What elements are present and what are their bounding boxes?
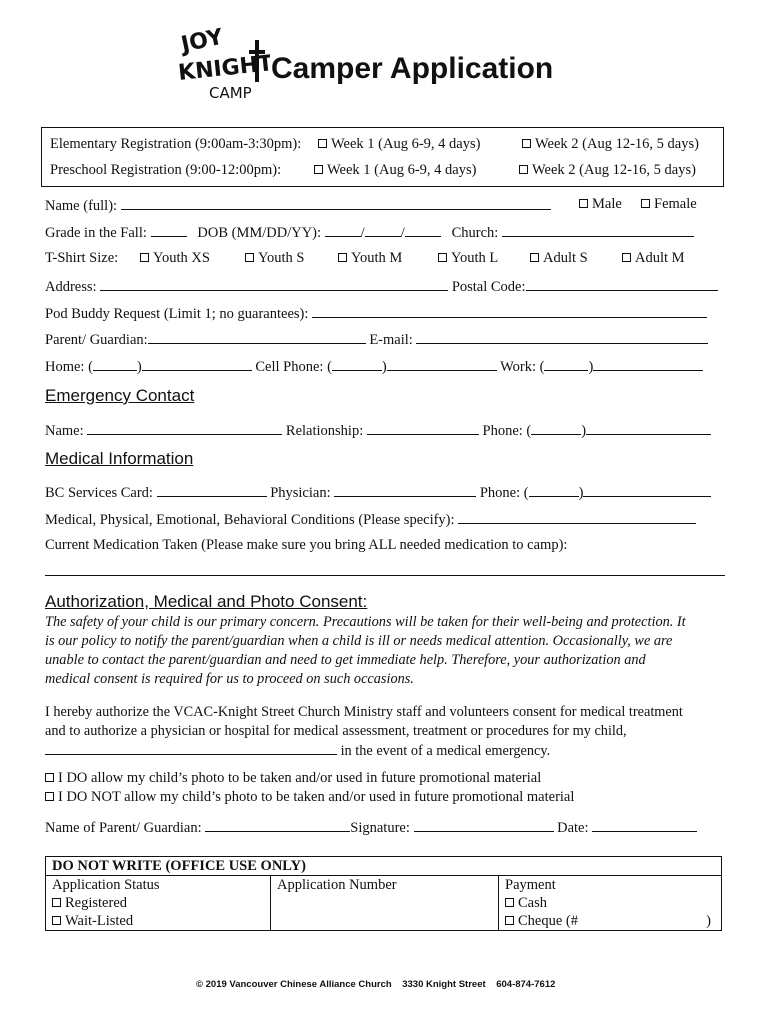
tshirt-adult-m-checkbox[interactable]	[622, 253, 631, 262]
conditions-label: Medical, Physical, Emotional, Behavioral Conditions (Please specify):	[45, 512, 455, 528]
tshirt-youth-s-label: Youth S	[258, 250, 305, 266]
consent-heading: Authorization, Medical and Photo Consent:	[45, 592, 368, 611]
logo-word-3: CAMP	[209, 84, 252, 102]
home-phone-field[interactable]	[142, 357, 252, 371]
physician-phone-field[interactable]	[583, 483, 711, 497]
grade-label: Grade in the Fall:	[45, 225, 147, 241]
bc-services-card-label: BC Services Card:	[45, 485, 153, 501]
cell-area-code-field[interactable]	[332, 357, 382, 371]
work-paren-close: )	[588, 359, 594, 375]
preschool-week2-label: Week 2 (Aug 12-16, 5 days)	[532, 162, 696, 178]
address-label: Address:	[45, 279, 97, 295]
emergency-area-code-field[interactable]	[531, 421, 581, 435]
tshirt-adult-s-checkbox[interactable]	[530, 253, 539, 262]
dob-separator-2: /	[400, 225, 405, 241]
tshirt-youth-l-label: Youth L	[451, 250, 499, 266]
consent-line: is our policy to notify the parent/guardian when a child is ill or needs medical attention. Occasionally, we are	[45, 633, 673, 649]
logo-word-2: KNIGHT	[177, 51, 270, 86]
emergency-contact-heading: Emergency Contact	[45, 386, 195, 405]
work-phone-field[interactable]	[593, 357, 703, 371]
application-number-label: Application Number	[277, 877, 397, 893]
tshirt-adult-s-label: Adult S	[543, 250, 588, 266]
dob-year-field[interactable]	[405, 223, 441, 237]
authorization-line: and to authorize a physician or hospital for medical assessment, treatment or procedures for my child,	[45, 723, 627, 739]
application-status-label: Application Status	[52, 877, 160, 893]
authorization-line: in the event of a medical emergency.	[340, 743, 551, 759]
physician-label: Physician:	[270, 485, 331, 501]
tshirt-adult-m-label: Adult M	[635, 250, 685, 266]
photo-deny-checkbox[interactable]	[45, 792, 54, 801]
authorization-paragraph	[45, 703, 683, 761]
tshirt-youth-xs-label: Youth XS	[153, 250, 210, 266]
consent-statement	[45, 613, 686, 689]
application-status-cell	[46, 876, 271, 931]
medication-label: Current Medication Taken (Please make sure you bring ALL needed medication to camp):	[45, 537, 568, 553]
female-label: Female	[654, 196, 697, 212]
emergency-phone-field[interactable]	[586, 421, 711, 435]
photo-deny-label: I DO NOT allow my child’s photo to be taken and/or used in future promotional material	[58, 789, 575, 805]
registration-box	[41, 127, 724, 187]
address-field[interactable]	[100, 277, 448, 291]
cell-phone-field[interactable]	[387, 357, 497, 371]
cheque-checkbox[interactable]	[505, 916, 514, 925]
cell-paren-close: )	[381, 359, 387, 375]
physician-area-code-field[interactable]	[529, 483, 579, 497]
child-name-field[interactable]	[45, 741, 337, 755]
relationship-field[interactable]	[367, 421, 479, 435]
cash-checkbox[interactable]	[505, 898, 514, 907]
preschool-week1-label: Week 1 (Aug 6-9, 4 days)	[327, 162, 477, 178]
preschool-week1-checkbox[interactable]	[314, 165, 323, 174]
cell-phone-label: Cell Phone: (	[255, 359, 332, 375]
dob-month-field[interactable]	[325, 223, 361, 237]
footer-phone: 604-874-7612	[496, 979, 556, 990]
consent-line: unable to contact the parent/guardian and need to get immediate help. Therefore, your authorization and	[45, 652, 646, 668]
tshirt-label: T-Shirt Size:	[45, 250, 119, 266]
elementary-week2-checkbox[interactable]	[522, 139, 531, 148]
signature-label: Signature:	[350, 820, 410, 836]
payment-label: Payment	[505, 877, 556, 893]
photo-allow-checkbox[interactable]	[45, 773, 54, 782]
preschool-week2-checkbox[interactable]	[519, 165, 528, 174]
elementary-week1-checkbox[interactable]	[318, 139, 327, 148]
parent-name-label: Name of Parent/ Guardian:	[45, 820, 202, 836]
tshirt-youth-m-checkbox[interactable]	[338, 253, 347, 262]
emergency-name-label: Name:	[45, 423, 84, 439]
date-field[interactable]	[592, 818, 697, 832]
pod-buddy-label: Pod Buddy Request (Limit 1; no guarantees):	[45, 306, 309, 322]
cheque-close: )	[706, 913, 711, 929]
work-area-code-field[interactable]	[544, 357, 588, 371]
logo-word-1: JOY	[179, 24, 226, 58]
cash-label: Cash	[518, 895, 547, 911]
medication-field[interactable]	[45, 575, 725, 576]
pod-buddy-field[interactable]	[312, 304, 707, 318]
home-paren-close: )	[136, 359, 142, 375]
church-field[interactable]	[502, 223, 694, 237]
relationship-label: Relationship:	[285, 423, 364, 439]
tshirt-youth-l-checkbox[interactable]	[438, 253, 447, 262]
logo	[165, 22, 270, 102]
parent-field[interactable]	[148, 330, 366, 344]
physician-paren-close: )	[578, 485, 584, 501]
footer-address: 3330 Knight Street	[402, 979, 486, 990]
tshirt-youth-xs-checkbox[interactable]	[140, 253, 149, 262]
conditions-field[interactable]	[458, 510, 696, 524]
female-checkbox[interactable]	[641, 199, 650, 208]
date-label: Date:	[557, 820, 589, 836]
office-use-table	[45, 856, 722, 931]
physician-phone-label: Phone: (	[479, 485, 529, 501]
parent-name-field[interactable]	[205, 818, 350, 832]
bc-services-card-field[interactable]	[157, 483, 267, 497]
church-label: Church:	[451, 225, 499, 241]
elementary-week2-label: Week 2 (Aug 12-16, 5 days)	[535, 136, 699, 152]
email-field[interactable]	[416, 330, 708, 344]
email-label: E-mail:	[369, 332, 413, 348]
male-checkbox[interactable]	[579, 199, 588, 208]
name-field[interactable]	[121, 196, 551, 210]
consent-line: The safety of your child is our primary concern. Precautions will be taken for their well-being and protection. It	[45, 614, 686, 630]
medical-information-heading: Medical Information	[45, 449, 194, 468]
emergency-paren-close: )	[581, 423, 587, 439]
emergency-name-field[interactable]	[87, 421, 282, 435]
logo-graphic	[165, 22, 270, 102]
elementary-registration-label: Elementary Registration (9:00am-3:30pm):	[50, 136, 302, 152]
footer-copyright: © 2019 Vancouver Chinese Alliance Church	[196, 979, 392, 990]
registered-label: Registered	[65, 895, 128, 911]
preschool-registration-label: Preschool Registration (9:00-12:00pm):	[50, 162, 282, 178]
home-area-code-field[interactable]	[93, 357, 137, 371]
dob-label: DOB (MM/DD/YY):	[197, 225, 322, 241]
physician-field[interactable]	[334, 483, 476, 497]
footer	[196, 979, 555, 990]
waitlisted-checkbox[interactable]	[52, 916, 61, 925]
parent-label: Parent/ Guardian:	[45, 332, 148, 348]
postal-code-label: Postal Code:	[451, 279, 526, 295]
tshirt-youth-m-label: Youth M	[351, 250, 403, 266]
name-label: Name (full):	[45, 198, 118, 214]
dob-separator-1: /	[360, 225, 365, 241]
waitlisted-label: Wait-Listed	[65, 913, 134, 929]
cheque-label: Cheque (#	[518, 913, 578, 929]
postal-code-field[interactable]	[526, 277, 718, 291]
registered-checkbox[interactable]	[52, 898, 61, 907]
home-phone-label: Home: (	[45, 359, 93, 375]
page-title: Camper Application	[271, 52, 554, 85]
signature-field[interactable]	[414, 818, 554, 832]
authorization-line: I hereby authorize the VCAC-Knight Street Church Ministry staff and volunteers consent for medical treatment	[45, 704, 683, 720]
office-use-header: DO NOT WRITE (OFFICE USE ONLY)	[46, 857, 722, 876]
consent-line: medical consent is required for us to proceed on such occasions.	[45, 671, 414, 687]
payment-cell	[499, 876, 722, 931]
work-phone-label: Work: (	[500, 359, 545, 375]
photo-allow-label: I DO allow my child’s photo to be taken and/or used in future promotional material	[58, 770, 542, 786]
grade-field[interactable]	[151, 223, 187, 237]
application-number-cell[interactable]	[271, 876, 499, 931]
male-label: Male	[592, 196, 622, 212]
elementary-week1-label: Week 1 (Aug 6-9, 4 days)	[331, 136, 481, 152]
dob-day-field[interactable]	[365, 223, 401, 237]
emergency-phone-label: Phone: (	[482, 423, 532, 439]
tshirt-youth-s-checkbox[interactable]	[245, 253, 254, 262]
